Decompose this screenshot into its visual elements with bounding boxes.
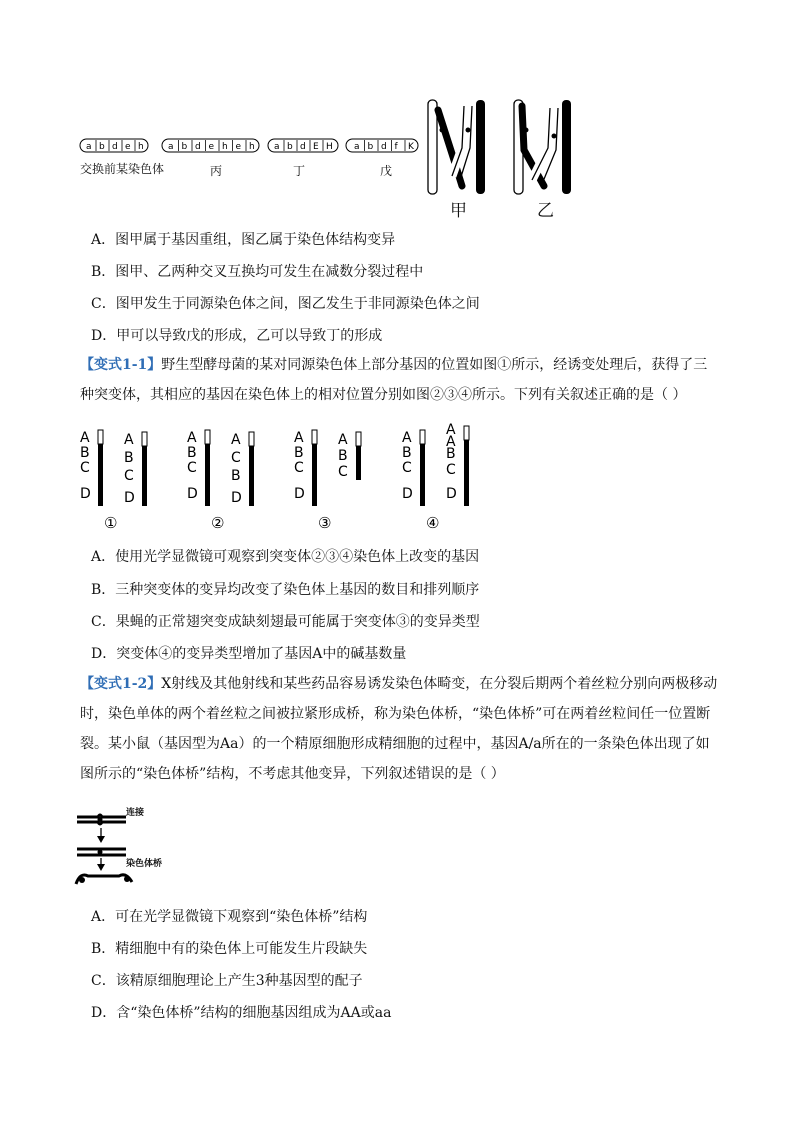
- q2-left-gene: C: [80, 460, 90, 476]
- q2-left-gene: B: [80, 445, 90, 461]
- q2-right-gene: D: [231, 490, 242, 506]
- chromosome-strips: [78, 134, 428, 158]
- ding-gene: E: [313, 142, 319, 152]
- q2-option-c: C．果蝇的正常翅突变成缺刻翅最可能属于突变体③的变异类型: [91, 614, 480, 630]
- q2-right-gene: C: [231, 450, 241, 466]
- q2-option-d: D．突变体④的变异类型增加了基因A中的碱基数量: [91, 646, 407, 662]
- q2-left-gene: B: [402, 445, 412, 461]
- q2-right-gene: D: [124, 490, 135, 506]
- q2-right-gene: A: [446, 422, 456, 438]
- q2-left-gene: C: [187, 460, 197, 476]
- q2-tag: 【变式1-1】: [80, 357, 162, 373]
- q3-option-a: A．可在光学显微镜下观察到“染色体桥”结构: [91, 909, 368, 925]
- q2-left-centromere: [312, 430, 317, 444]
- q2-right-gene: C: [124, 468, 134, 484]
- figure-jia: [424, 98, 504, 198]
- ding-gene: a: [274, 142, 280, 152]
- q2-left-gene: D: [294, 486, 305, 502]
- q2-figure-number: ①: [104, 514, 118, 532]
- q2-left-gene: B: [294, 445, 304, 461]
- q2-question: [80, 350, 720, 410]
- before-gene: b: [99, 142, 105, 152]
- wu-gene: b: [367, 142, 374, 152]
- ding-gene: b: [287, 142, 293, 152]
- q2-right-gene: C: [446, 462, 456, 478]
- wu-gene: a: [354, 142, 360, 152]
- q1-option-c: C．图甲发生于同源染色体之间，图乙发生于非同源染色体之间: [91, 296, 480, 312]
- q2-left-gene: C: [402, 460, 412, 476]
- bing-gene: b: [181, 142, 188, 152]
- q2-option-b: B．三种突变体的变异均改变了染色体上基因的数目和排列顺序: [91, 582, 480, 598]
- q2-figure-2: [187, 430, 254, 532]
- q2-right-centromere: [249, 432, 254, 446]
- q3-option-b: B．精细胞中有的染色体上可能发生片段缺失: [91, 941, 368, 957]
- q1-option-b: B．图甲、乙两种交叉互换均可发生在减数分裂过程中: [91, 264, 424, 280]
- ding-gene: d: [300, 142, 306, 152]
- q2-figure-number: ②: [211, 514, 225, 532]
- q2-right-gene: B: [338, 448, 348, 464]
- q2-left-gene: B: [187, 445, 197, 461]
- bing-gene: e: [208, 142, 215, 152]
- q2-figure-4: [402, 422, 469, 532]
- q2-left-gene: D: [402, 486, 413, 502]
- q2-left-gene: A: [187, 430, 197, 446]
- ding-gene: H: [326, 142, 333, 152]
- q2-right-centromere: [142, 432, 147, 446]
- label-connect: 连接: [126, 808, 145, 818]
- bing-gene: e: [235, 142, 242, 152]
- q2-right-gene: B: [124, 450, 134, 466]
- q2-right-gene: B: [231, 468, 241, 484]
- label-yi: 乙: [537, 201, 554, 221]
- q2-right-gene: A: [124, 432, 134, 448]
- q2-left-gene: C: [294, 460, 304, 476]
- q2-figure-number: ③: [318, 514, 332, 532]
- q2-figures: [70, 418, 470, 534]
- bing-gene: h: [222, 142, 228, 152]
- before-gene: h: [138, 142, 144, 152]
- wu-gene: d: [381, 142, 387, 152]
- q3-tag: 【变式1-2】: [80, 676, 162, 692]
- q2-figure-3: [294, 430, 361, 532]
- q2-right-gene: D: [446, 486, 457, 502]
- q2-right-centromere: [356, 432, 361, 446]
- q2-left-gene: D: [80, 486, 91, 502]
- q2-right-gene: A: [446, 434, 456, 450]
- wu-gene: K: [408, 142, 414, 152]
- q3-option-c: C．该精原细胞理论上产生3种基因型的配子: [91, 973, 363, 989]
- q2-left-centromere: [420, 430, 425, 444]
- q2-left-gene: A: [294, 430, 304, 446]
- label-wu: 戊: [380, 164, 393, 178]
- bing-gene: d: [195, 142, 201, 152]
- q2-left-centromere: [205, 430, 210, 444]
- q2-figure-1: [80, 430, 147, 532]
- q2-left-gene: A: [80, 430, 90, 446]
- q2-stem: 野生型酵母菌的某对同源染色体上部分基因的位置如图①所示，经诱变处理后，获得了三种突变体，其相应的基因在染色体上的相对位置分别如图②③④所示。下列有关叙述正确的是（ ）: [80, 357, 708, 403]
- label-jia: 甲: [450, 201, 467, 221]
- q1-option-a: A．图甲属于基因重组，图乙属于染色体结构变异: [91, 232, 396, 248]
- q2-left-gene: A: [402, 430, 412, 446]
- q2-right-gene: C: [338, 464, 348, 480]
- q2-right-gene: A: [338, 432, 348, 448]
- before-gene: e: [125, 142, 131, 152]
- q3-option-d: D．含“染色体桥”结构的细胞基因组成为AA或aa: [91, 1005, 392, 1021]
- q2-left-centromere: [98, 430, 103, 444]
- figure-yi: [510, 98, 590, 198]
- label-bing: 丙: [210, 164, 223, 178]
- bing-gene: a: [168, 142, 174, 152]
- before-gene: d: [112, 142, 118, 152]
- q1-option-d: D．甲可以导致戊的形成，乙可以导致丁的形成: [91, 328, 383, 344]
- q2-right-centromere: [464, 426, 469, 440]
- q2-figure-number: ④: [426, 514, 440, 532]
- before-gene: a: [86, 142, 92, 152]
- q2-left-gene: D: [187, 486, 198, 502]
- label-before-exchange: 交换前某染色体: [80, 162, 165, 176]
- label-ding: 丁: [293, 164, 306, 178]
- label-chromosome-bridge: 染色体桥: [126, 859, 163, 869]
- bing-gene: h: [249, 142, 255, 152]
- q3-stem: X射线及其他射线和某些药品容易诱发染色体畸变，在分裂后期两个着丝粒分别向两极移动时，染色单体的两个着丝粒之间被拉紧形成桥，称为染色体桥，“染色体桥”可在两着丝粒间任一位置断裂。某小鼠（基因型为Aa）的一个精原细胞形成精细胞的过程中，基因A/a所在的一条染色体出现了如图所示的“染色体桥”结构，不考虑其他变异，下列叙述错误的是（ ）: [80, 676, 718, 782]
- wu-gene: f: [394, 142, 398, 152]
- q2-right-gene: B: [446, 446, 456, 462]
- q3-question: [80, 669, 720, 789]
- q2-option-a: A．使用光学显微镜可观察到突变体②③④染色体上改变的基因: [91, 549, 480, 565]
- q2-right-gene: A: [231, 432, 241, 448]
